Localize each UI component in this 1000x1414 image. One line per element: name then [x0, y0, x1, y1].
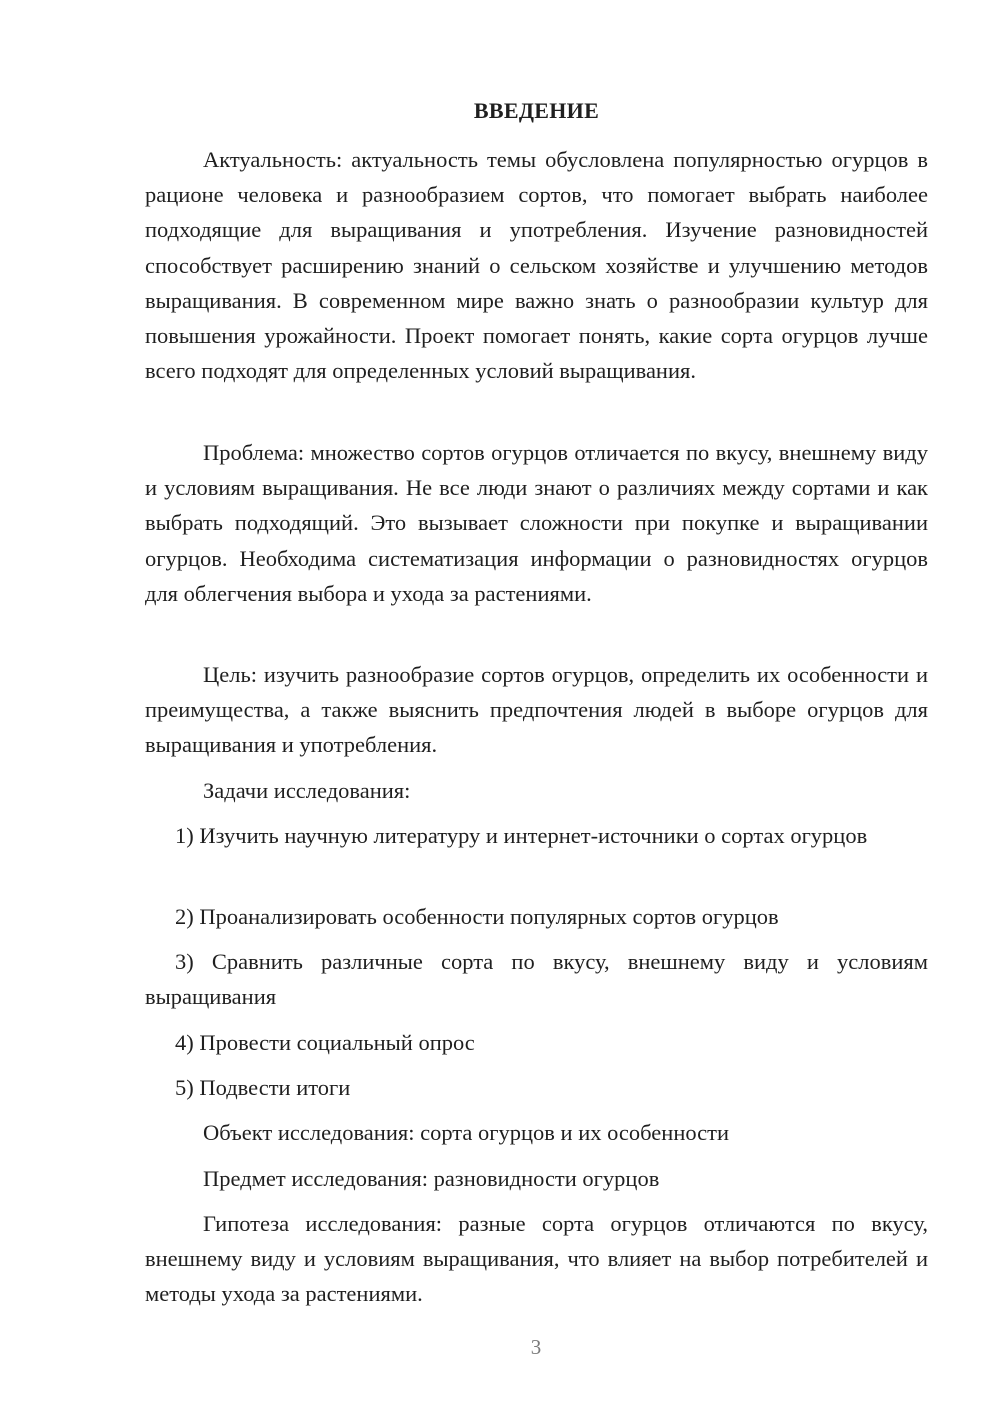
list-item: 1) Изучить научную литературу и интернет-источники о сортах огурцов: [175, 823, 868, 848]
list-item: 2) Проанализировать особенности популярных сортов огурцов: [175, 904, 779, 929]
page-title: ВВЕДЕНИЕ: [473, 98, 600, 123]
page-number: 3: [530, 1335, 542, 1359]
problem-paragraph: Проблема: множество сортов огурцов отличается по вкусу, внешнему виду и условиям выращивания. Не все люди знают о различиях между сортами и как выбрать подходящий. Это вызывает сложности при покупке и выращивании огурцов. Необходима систематизация информации о разновидностях огурцов для облегчения выбора и ухода за растениями.: [145, 440, 928, 606]
goal-paragraph: Цель: изучить разнообразие сортов огурцов, определить их особенности и преимущества, а также выяснить предпочтения людей в выборе огурцов для выращивания и употребления.: [145, 662, 928, 758]
tasks-heading: Задачи исследования:: [203, 778, 411, 803]
list-item: 3) Сравнить различные сорта по вкусу, внешнему виду и условиям выращивания: [145, 949, 928, 1010]
list-item: 5) Подвести итоги: [175, 1075, 351, 1100]
object-paragraph: Объект исследования: сорта огурцов и их особенности: [203, 1120, 730, 1145]
list-item: 4) Провести социальный опрос: [175, 1030, 475, 1055]
subject-paragraph: Предмет исследования: разновидности огурцов: [203, 1166, 660, 1191]
relevance-paragraph: Актуальность: актуальность темы обусловлена популярностью огурцов в рационе человека и разнообразием сортов, что помогает выбрать наиболее подходящие для выращивания и употребления. Изучение разновидностей способствует расширению знаний о сельском хозяйстве и улучшению методов выращивания. В современном мире важно знать о разнообразии культур для повышения урожайности. Проект помогает понять, какие сорта огурцов лучше всего подходят для определенных условий выращивания.: [145, 147, 928, 384]
hypothesis-paragraph: Гипотеза исследования: разные сорта огурцов отличаются по вкусу, внешнему виду и условиям выращивания, что влияет на выбор потребителей и методы ухода за растениями.: [145, 1211, 928, 1307]
